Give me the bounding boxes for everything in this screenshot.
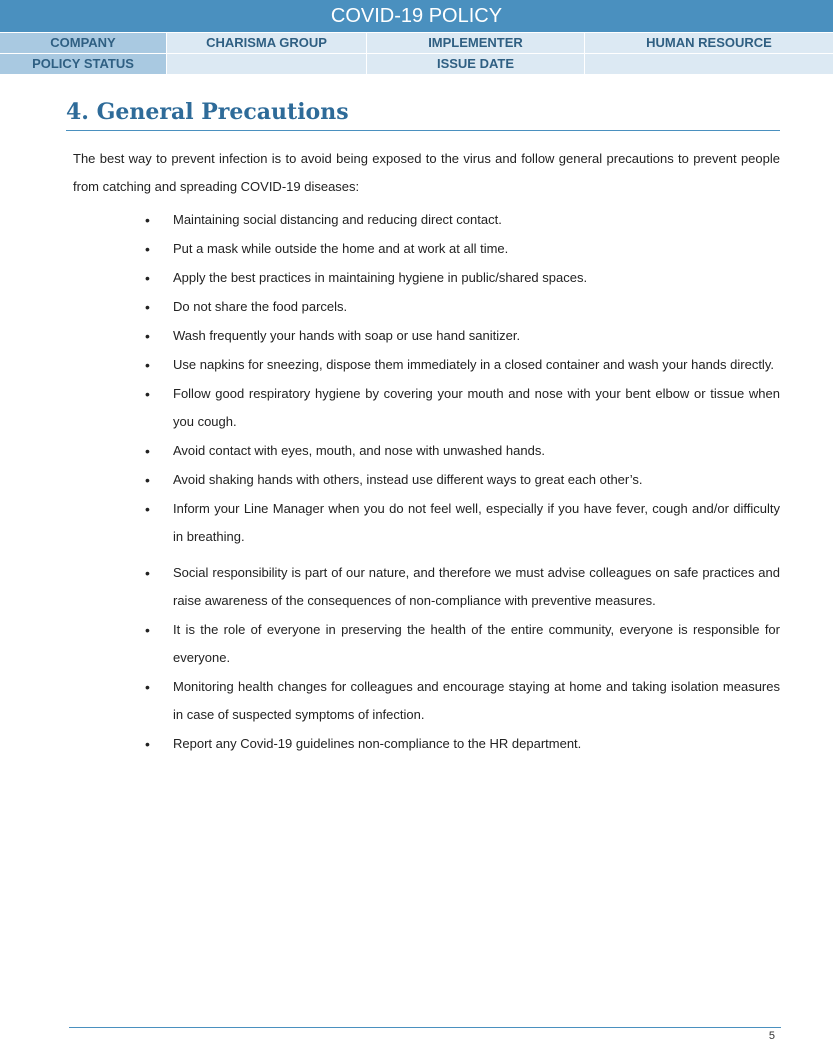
document-title: COVID-19 POLICY [0, 0, 833, 33]
list-item [145, 264, 780, 292]
issue-date-label: ISSUE DATE [367, 54, 585, 74]
company-value: CHARISMA GROUP [167, 33, 367, 53]
bullet-icon: • [145, 679, 150, 695]
issue-date-value [585, 54, 833, 74]
list-item-text: Avoid shaking hands with others, instead use different ways to great each other’s. [173, 472, 643, 487]
header-row-company [0, 33, 833, 54]
list-item [145, 466, 780, 494]
bullet-icon: • [145, 357, 150, 373]
precautions-list [145, 206, 780, 759]
list-item [145, 730, 780, 758]
list-item-text: Social responsibility is part of our nature, and therefore we must advise colleagues on safe practices and raise awareness of the consequences of non-compliance with preventive measures. [173, 565, 780, 608]
implementer-label: IMPLEMENTER [367, 33, 585, 53]
header-row-status [0, 54, 833, 75]
list-item [145, 495, 780, 551]
list-item [145, 673, 780, 729]
policy-status-label: POLICY STATUS [0, 54, 167, 74]
list-item [145, 351, 780, 379]
list-item-text: Do not share the food parcels. [173, 299, 348, 314]
company-label: COMPANY [0, 33, 167, 53]
list-item [145, 206, 780, 234]
page-number: 5 [768, 1030, 775, 1042]
list-item-text: Maintaining social distancing and reducing direct contact. [173, 212, 502, 227]
list-item-text: Avoid contact with eyes, mouth, and nose with unwashed hands. [173, 443, 545, 458]
bullet-icon: • [145, 386, 150, 402]
footer-divider [69, 1027, 781, 1028]
document-header [0, 0, 833, 75]
list-item [145, 293, 780, 321]
implementer-value: HUMAN RESOURCE [585, 33, 833, 53]
bullet-icon: • [145, 736, 150, 752]
bullet-icon: • [145, 270, 150, 286]
list-item-text: Apply the best practices in maintaining hygiene in public/shared spaces. [173, 270, 588, 285]
bullet-icon: • [145, 299, 150, 315]
bullet-icon: • [145, 565, 150, 581]
section-heading: 4. General Precautions [66, 98, 780, 131]
intro-paragraph: The best way to prevent infection is to avoid being exposed to the virus and follow general precautions to prevent people from catching and spreading COVID-19 diseases: [73, 151, 780, 194]
list-item [145, 559, 780, 615]
bullet-icon: • [145, 241, 150, 257]
policy-status-value [167, 54, 367, 74]
bullet-icon: • [145, 622, 150, 638]
list-item-text: Inform your Line Manager when you do not feel well, especially if you have fever, cough and/or difficulty in breathing. [173, 501, 780, 544]
list-item-text: It is the role of everyone in preserving the health of the entire community, everyone is responsible for everyone. [173, 622, 780, 665]
list-item [145, 235, 780, 263]
list-item-text: Follow good respiratory hygiene by covering your mouth and nose with your bent elbow or tissue when you cough. [173, 386, 780, 429]
list-item-text: Wash frequently your hands with soap or use hand sanitizer. [173, 328, 521, 343]
list-item [145, 616, 780, 672]
list-item [145, 437, 780, 465]
bullet-icon: • [145, 443, 150, 459]
list-item-text: Use napkins for sneezing, dispose them immediately in a closed container and wash your hands directly. [173, 357, 774, 372]
list-item-text: Report any Covid-19 guidelines non-compliance to the HR department. [173, 736, 582, 751]
list-item-text: Put a mask while outside the home and at work at all time. [173, 241, 509, 256]
list-item [145, 380, 780, 436]
bullet-icon: • [145, 501, 150, 517]
bullet-icon: • [145, 328, 150, 344]
bullet-icon: • [145, 472, 150, 488]
list-item [145, 322, 780, 350]
list-item-text: Monitoring health changes for colleagues and encourage staying at home and taking isolation measures in case of suspected symptoms of infection. [173, 679, 780, 722]
bullet-icon: • [145, 212, 150, 228]
